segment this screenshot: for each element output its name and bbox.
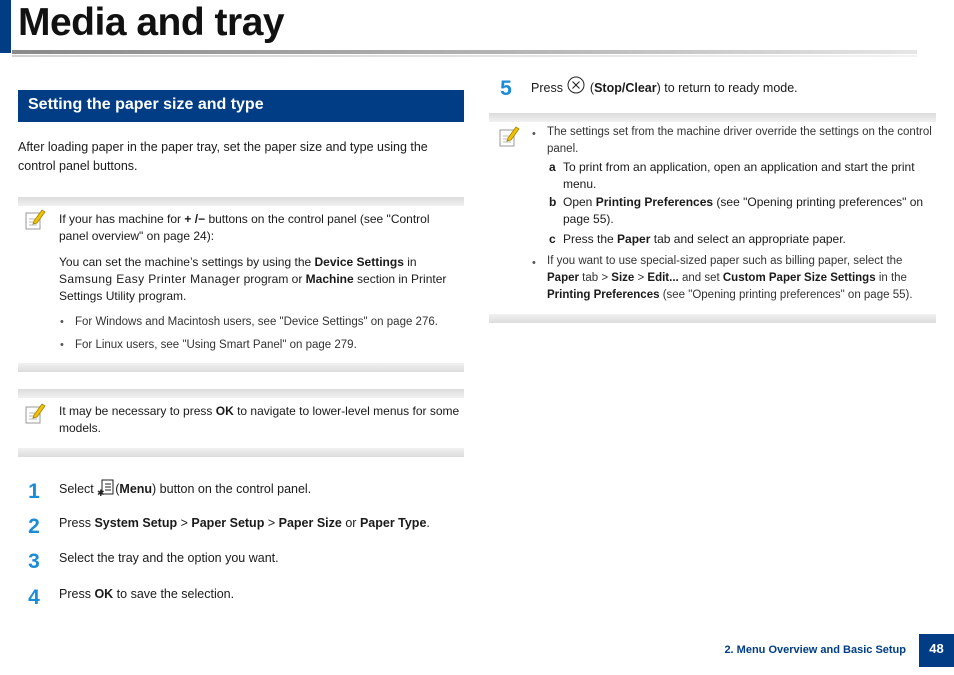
step-4-text: Press OK to save the selection. — [59, 587, 235, 601]
intro-paragraph: After loading paper in the paper tray, set the paper size and type using the control panel buttons. — [18, 140, 428, 173]
note-top-band — [18, 197, 464, 206]
step-number: 5 — [500, 77, 512, 100]
note-pencil-icon — [24, 403, 46, 425]
note-bottom-band — [18, 363, 464, 372]
note-pencil-icon — [24, 209, 46, 231]
footer-chapter-link[interactable]: 2. Menu Overview and Basic Setup — [724, 644, 906, 656]
step-number: 2 — [28, 515, 40, 538]
sub-letter: c — [549, 232, 556, 246]
note-bottom-band — [489, 314, 936, 323]
title-divider — [12, 50, 917, 54]
title-divider-shadow — [12, 55, 917, 57]
note1-bullet-linux: For Linux users, see "Using Smart Panel" on page 279. — [75, 339, 357, 351]
note3-bullet-override: The settings set from the machine driver override the settings on the control panel. — [547, 126, 932, 155]
step-number: 1 — [28, 480, 40, 503]
note-bottom-band — [18, 448, 464, 457]
menu-icon — [97, 479, 115, 497]
stop-clear-icon — [566, 76, 586, 96]
sub-letter: b — [549, 195, 557, 209]
step-5-text: Press (Stop/Clear) to return to ready mode. — [531, 76, 931, 97]
note-top-band — [18, 389, 464, 398]
note2-text: It may be necessary to press OK to navigate to lower-level menus for some models. — [59, 404, 460, 435]
step-1-text: Select ✱ (Menu) button on the control panel. — [59, 479, 459, 498]
step-number: 4 — [28, 586, 40, 609]
note1-bullet-windows: For Windows and Macintosh users, see "Device Settings" on page 276. — [75, 316, 438, 328]
bullet-dot: • — [532, 257, 536, 269]
note-pencil-icon — [498, 126, 520, 148]
note1-paragraph2: You can set the machine’s settings by using the Device Settings in Samsung Easy Printer Manager program or Machine section in Printer Settings Utility program. — [59, 255, 447, 303]
page-number: 48 — [919, 634, 954, 667]
sub-letter: a — [549, 160, 556, 174]
bullet-dot: • — [532, 128, 536, 140]
note-box-3 — [489, 113, 936, 323]
note-box-1 — [18, 197, 464, 372]
note-top-band — [489, 113, 936, 122]
note3-sub-a: To print from an application, open an application and start the print menu. — [563, 160, 915, 191]
page-title: Media and tray — [18, 1, 285, 44]
note3-sub-b: Open Printing Preferences (see "Opening printing preferences" on page 55). — [563, 195, 924, 226]
bullet-dot: • — [60, 316, 64, 328]
note3-sub-c: Press the Paper tab and select an appropriate paper. — [563, 232, 846, 246]
note-box-2 — [18, 389, 464, 457]
bullet-dot: • — [60, 339, 64, 351]
step-3-text: Select the tray and the option you want. — [59, 551, 279, 565]
step-2-text: Press System Setup > Paper Setup > Paper Size or Paper Type. — [59, 516, 430, 530]
step-number: 3 — [28, 550, 40, 573]
note3-bullet-special-paper: If you want to use special-sized paper such as billing paper, select the Paper tab > Size > Edit... and set Custom Paper Size Settings in the Printing Preferences (see "Opening printing preferences" on page 55). — [547, 255, 913, 301]
svg-text:✱: ✱ — [97, 489, 105, 497]
note1-line1: If your has machine for + /− buttons on the control panel (see "Control panel overview" on page 24): — [59, 212, 430, 243]
section-heading: Setting the paper size and type — [18, 90, 464, 122]
header-accent-bar — [0, 0, 11, 53]
